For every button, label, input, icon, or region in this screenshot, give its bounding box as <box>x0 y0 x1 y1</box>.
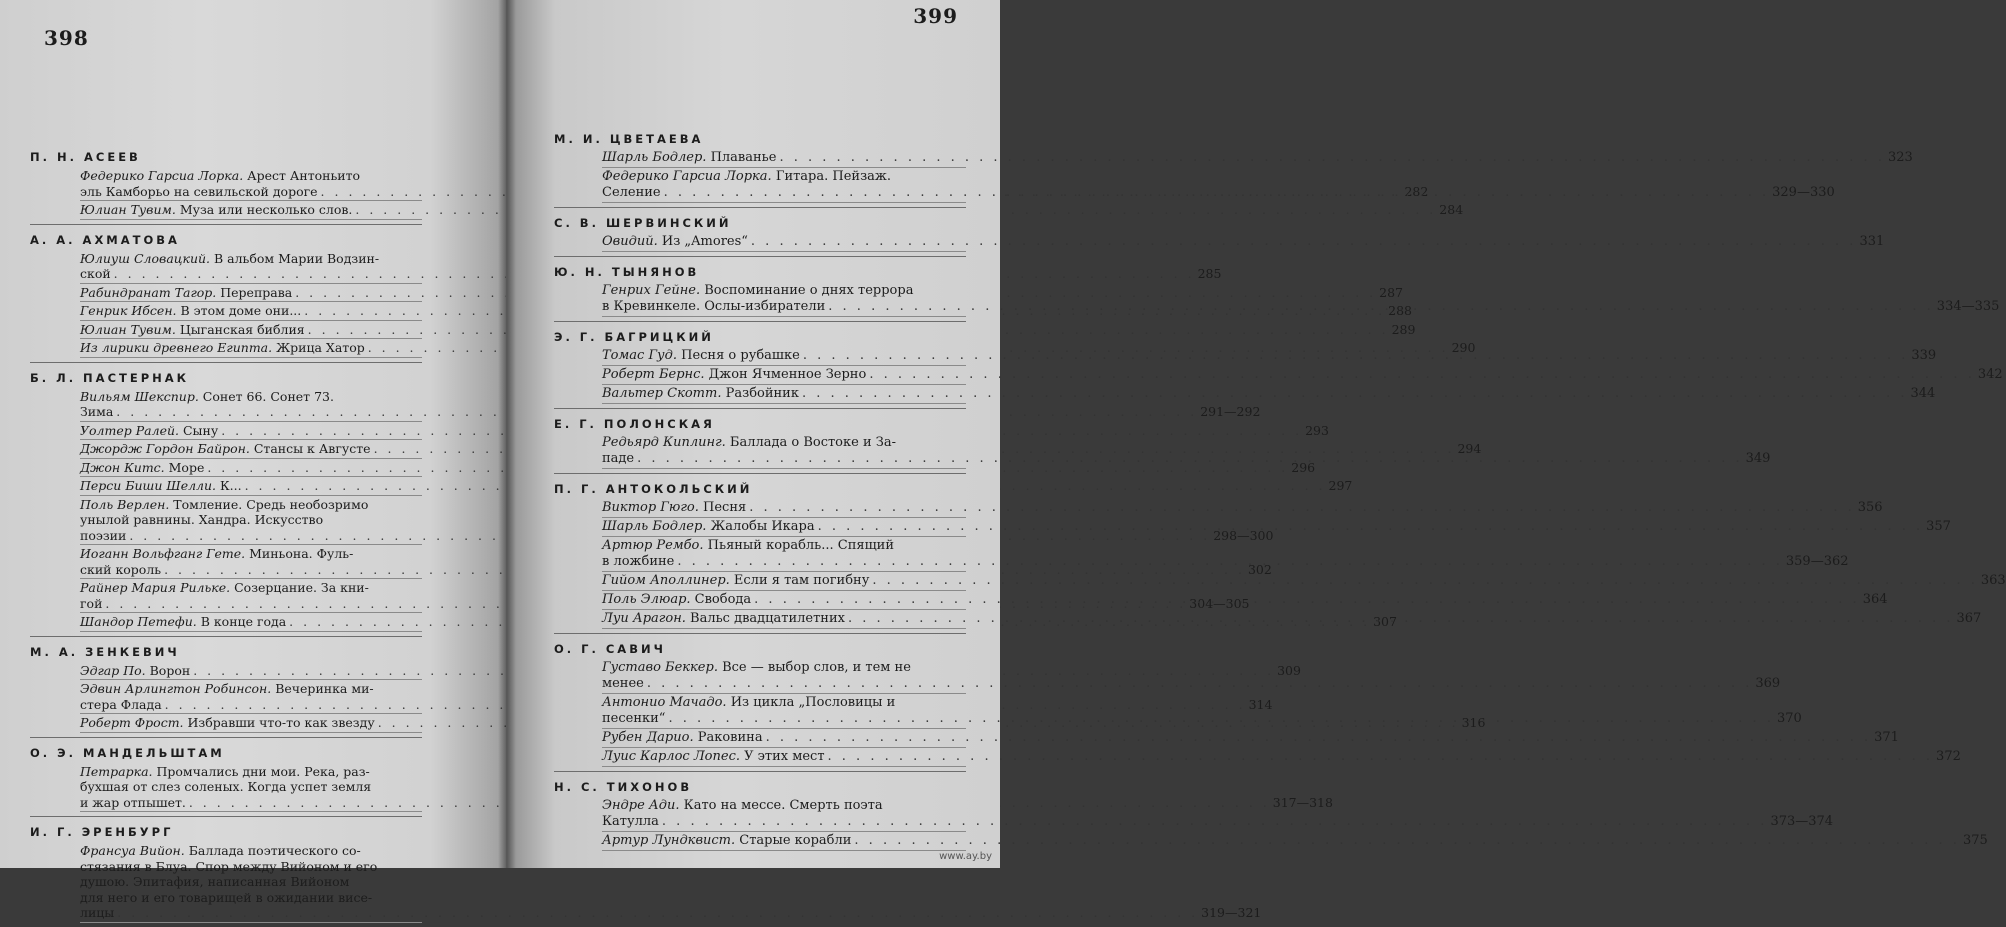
entry-text: гой <box>80 595 103 611</box>
entry-page-number: 349 <box>1745 451 1771 466</box>
entry-line <box>602 169 966 185</box>
entry-text: Антонио Мачадо. Из цикла „Пословицы и <box>602 695 896 710</box>
entry-text: Редьярд Киплинг. Баллада о Востоке и За- <box>602 435 896 450</box>
entry-text: Эдгар По. Ворон <box>80 662 191 678</box>
entry-text: Поль Элюар. Свобода <box>602 592 752 607</box>
leader-dots <box>668 711 1774 727</box>
entry-line <box>80 546 422 562</box>
section-divider <box>30 816 422 817</box>
entry-underline <box>602 468 966 469</box>
entry-page-number: 289 <box>1391 321 1416 337</box>
translator-name: Ю. Н. ТЫНЯНОВ <box>554 265 700 279</box>
contents-entry <box>554 234 1885 250</box>
entry-line <box>80 404 1261 420</box>
section-divider <box>554 207 966 208</box>
entry-underline <box>602 728 966 729</box>
entry-text: Шарль Бодлер. Жалобы Икара <box>602 519 815 534</box>
watermark: www.ay.by <box>939 851 992 862</box>
entry-page-number: 364 <box>1862 592 1888 607</box>
translator-name: Б. Л. ПАСТЕРНАК <box>30 370 190 385</box>
leader-dots <box>802 386 1908 402</box>
translator-name: О. Э. МАНДЕЛЬШТАМ <box>30 745 225 760</box>
translator-name: И. Г. ЭРЕНБУРГ <box>30 825 174 839</box>
entry-text: Петрарка. Промчались дни мои. Река, раз- <box>80 763 370 779</box>
entry-underline <box>80 578 422 579</box>
entry-page-number: 359—362 <box>1785 554 1849 569</box>
entry-underline <box>602 766 966 767</box>
entry-page-number: 316 <box>1461 715 1486 730</box>
entry-underline <box>602 693 966 694</box>
entry-text: стязания в Блуа. Спор между Вийоном и его <box>80 858 378 874</box>
entry-text: Эдвин Арлингтон Робинсон. Вечеринка ми- <box>80 681 374 696</box>
entry-page-number: 291—292 <box>1200 404 1261 419</box>
entry-line <box>80 512 422 528</box>
entry-underline <box>602 536 966 537</box>
entry-page-number: 297 <box>1328 478 1353 493</box>
entry-page-number: 339 <box>1911 348 1937 363</box>
translator-name: М. И. ЦВЕТАЕВА <box>554 132 704 146</box>
entry-underline <box>602 609 966 610</box>
entry-line <box>602 283 966 299</box>
entry-text: Перси Биши Шелли. К... <box>80 478 242 493</box>
entry-line <box>602 695 966 711</box>
entry-page-number: 357 <box>1926 519 1951 534</box>
contents-entry <box>554 386 1936 402</box>
leader-dots <box>803 348 1909 364</box>
entry-text: Роберт Фрост. Избравши что-то как звезду <box>80 715 375 730</box>
entry-underline <box>80 219 422 220</box>
leader-dots <box>828 299 1934 315</box>
entry-page-number: 329—330 <box>1772 185 1835 200</box>
entry-underline <box>602 747 966 748</box>
entry-line <box>80 681 422 697</box>
leader-dots <box>637 451 1743 467</box>
entry-text: Генрих Гейне. Воспоминание о днях террора <box>602 283 914 298</box>
entry-underline <box>80 338 422 339</box>
entry-underline <box>80 476 422 477</box>
entry-page-number: 294 <box>1457 441 1482 456</box>
page-number-right: 399 <box>913 4 958 28</box>
entry-text: Катулла <box>602 814 659 829</box>
entry-text: эль Камборьо на севильской дороге <box>80 183 318 199</box>
entry-text: унылой равнины. Хандра. Искусство <box>80 512 324 527</box>
entry-underline <box>602 365 966 366</box>
entry-text: Генрик Ибсен. В этом доме они... <box>80 303 302 318</box>
entry-line <box>80 202 1464 218</box>
entry-page-number: 334—335 <box>1936 299 2000 314</box>
entry-underline <box>80 922 422 923</box>
entry-line <box>602 749 1961 765</box>
entry-line <box>602 500 1883 516</box>
contents-entry <box>554 150 1913 166</box>
entry-underline <box>602 316 966 317</box>
entry-underline <box>80 439 422 440</box>
entry-text: Овидий. Из „Amores“ <box>602 234 748 249</box>
entry-page-number: 317—318 <box>1272 794 1333 810</box>
entry-line <box>602 367 2003 383</box>
entry-text: Гийом Аполлинер. Если я там погибну <box>602 573 870 588</box>
entry-text: Густаво Беккер. Все — выбор слов, и тем не <box>602 660 911 675</box>
entry-text: бухшая от слез соленых. Когда успет земля <box>80 779 372 794</box>
entry-line <box>80 874 422 890</box>
entry-underline <box>602 590 966 591</box>
book-gutter <box>498 0 516 868</box>
entry-text: Из лирики древнего Египта. Жрица Хатор <box>80 340 365 355</box>
entry-underline <box>602 251 966 252</box>
entry-underline <box>80 458 422 459</box>
contents-entry <box>30 459 1316 476</box>
contents-entry <box>554 573 2006 589</box>
page-number-left: 398 <box>44 26 89 50</box>
entry-line <box>602 798 966 814</box>
entry-page-number: 296 <box>1291 459 1316 475</box>
entry-text: Райнер Мария Рильке. Созерцание. За кни- <box>80 580 369 595</box>
entry-text: в ложбине <box>602 554 675 569</box>
entry-page-number: 298—300 <box>1213 527 1274 543</box>
entry-text: Федерико Гарсиа Лорка. Арест Антоньито <box>80 168 361 183</box>
entry-line <box>80 168 422 184</box>
entry-page-number: 284 <box>1439 202 1464 217</box>
section-divider <box>554 771 966 772</box>
entry-text: поэзии <box>80 527 127 543</box>
section-divider <box>30 224 422 225</box>
section-divider <box>554 256 966 257</box>
entry-text: Рабиндранат Тагор. Переправа <box>80 284 293 300</box>
entry-underline <box>602 831 966 832</box>
contents-entry <box>30 202 1464 218</box>
entry-underline <box>80 283 422 284</box>
leader-dots <box>749 500 1855 516</box>
entry-page-number: 373—374 <box>1770 814 1834 829</box>
entry-page-number: 302 <box>1247 561 1272 577</box>
translator-name: П. Н. АСЕЕВ <box>30 150 141 164</box>
entry-text: для него и его товарищей в ожидании висе- <box>80 889 373 905</box>
entry-line <box>80 890 422 906</box>
entry-page-number: 290 <box>1451 340 1476 355</box>
entry-line <box>80 764 422 780</box>
section-divider <box>554 321 966 322</box>
entry-page-number: 371 <box>1874 730 1899 745</box>
entry-page-number: 282 <box>1404 183 1429 199</box>
entry-underline <box>80 631 422 632</box>
contents-entry <box>554 730 1899 746</box>
entry-line <box>80 580 422 596</box>
entry-underline <box>602 403 966 404</box>
entry-underline <box>80 544 422 545</box>
entry-line <box>602 386 1936 402</box>
entry-line <box>80 389 422 405</box>
entry-text: Шарль Бодлер. Плаванье <box>602 150 777 165</box>
leader-dots <box>872 573 1978 589</box>
entry-text: Федерико Гарсиа Лорка. Гитара. Пейзаж. <box>602 169 892 184</box>
leader-dots <box>677 554 1783 570</box>
entry-page-number: 369 <box>1755 676 1781 691</box>
entry-text: Юлиан Тувим. Цыганская библия <box>80 321 305 337</box>
entry-page-number: 288 <box>1388 303 1412 318</box>
entry-page-number: 363 <box>1980 573 2006 588</box>
contents-entry <box>554 500 1883 516</box>
entry-underline <box>602 571 966 572</box>
entry-text: стера Флада <box>80 696 162 712</box>
entry-underline <box>602 850 966 851</box>
leader-dots <box>828 749 1934 765</box>
entry-text: Томас Гуд. Песня о рубашке <box>602 348 800 363</box>
entry-line <box>602 234 1885 250</box>
entry-underline <box>602 202 966 203</box>
section-divider <box>30 636 422 637</box>
entry-text: ский король <box>80 561 162 577</box>
entry-page-number: 293 <box>1305 422 1329 438</box>
entry-underline <box>80 732 422 733</box>
translator-name: Е. Г. ПОЛОНСКАЯ <box>554 417 715 431</box>
entry-line <box>80 497 422 513</box>
entry-text: менее <box>602 676 644 691</box>
section-divider <box>554 633 966 634</box>
entry-line <box>80 843 422 859</box>
entry-page-number: 319—321 <box>1201 905 1262 920</box>
entry-page-number: 331 <box>1859 234 1885 249</box>
entry-page-number: 323 <box>1887 150 1913 165</box>
entry-line <box>80 859 422 875</box>
entry-line <box>602 150 1913 166</box>
entry-text: Поль Верлен. Томление. Средь необозримо <box>80 496 369 512</box>
entry-page-number: 344 <box>1910 386 1936 401</box>
leader-dots <box>779 150 1885 166</box>
entry-text: Виктор Гюго. Песня <box>602 500 747 515</box>
entry-page-number: 309 <box>1277 662 1301 678</box>
leader-dots <box>848 611 1954 627</box>
entry-text: Юлиуш Словацкий. В альбом Марии Водзин- <box>80 250 380 266</box>
entry-text: Вильям Шекспир. Сонет 66. Сонет 73. <box>80 388 334 404</box>
translator-name: М. А. ЗЕНКЕВИЧ <box>30 644 180 659</box>
entry-underline <box>80 679 422 680</box>
entry-text: Вальтер Скотт. Разбойник <box>602 386 799 401</box>
entry-page-number: 314 <box>1248 696 1273 712</box>
entry-underline <box>80 200 422 201</box>
leader-dots <box>754 592 1860 608</box>
entry-text: Шандор Петефи. В конце года <box>80 614 287 629</box>
translator-name: Э. Г. БАГРИЦКИЙ <box>554 330 714 344</box>
entry-text: Зима <box>80 404 114 419</box>
section-divider <box>30 362 422 363</box>
entry-line <box>602 435 966 451</box>
entry-page-number: 375 <box>1962 833 1988 848</box>
entry-line <box>602 833 1988 849</box>
entry-underline <box>80 421 422 422</box>
translator-name: Н. С. ТИХОНОВ <box>554 780 693 794</box>
entry-text: Луис Карлос Лопес. У этих мест <box>602 749 825 764</box>
leader-dots <box>751 234 1857 250</box>
section-divider <box>554 408 966 409</box>
entry-text: и жар отпышет. <box>80 794 186 810</box>
entry-line <box>80 527 1274 544</box>
entry-page-number: 367 <box>1956 611 1982 626</box>
entry-underline <box>80 612 422 613</box>
section-divider <box>554 473 966 474</box>
entry-underline <box>80 301 422 302</box>
entry-text: Роберт Бернс. Джон Ячменное Зерно <box>602 367 867 382</box>
entry-underline <box>80 357 422 358</box>
leader-dots <box>117 905 1198 921</box>
leader-dots <box>662 814 1768 830</box>
contents-entry <box>554 367 2003 383</box>
entry-line <box>80 251 422 267</box>
entry-underline <box>602 628 966 629</box>
entry-text: Франсуа Вийон. Баллада поэтического со- <box>80 843 361 858</box>
entry-text: Иоганн Вольфганг Гете. Миньона. Фуль- <box>80 546 354 561</box>
translator-name: С. В. ШЕРВИНСКИЙ <box>554 216 732 230</box>
entry-underline <box>80 811 422 812</box>
contents-entry <box>554 833 1988 849</box>
entry-line <box>602 676 1781 692</box>
leader-dots <box>664 185 1770 201</box>
translator-name: А. А. АХМАТОВА <box>30 232 180 247</box>
entry-text: лицы <box>80 905 115 920</box>
entry-page-number: 285 <box>1197 266 1222 281</box>
entry-underline <box>602 517 966 518</box>
entry-line <box>80 905 1262 921</box>
entry-page-number: 304—305 <box>1189 595 1250 611</box>
section-divider <box>30 737 422 738</box>
entry-page-number: 370 <box>1776 711 1802 726</box>
entry-line <box>602 348 1937 364</box>
translator-name: П. Г. АНТОКОЛЬСКИЙ <box>554 482 753 496</box>
entry-page-number: 356 <box>1857 500 1883 515</box>
entry-line <box>602 573 2006 589</box>
leader-dots <box>818 519 1924 535</box>
entry-text: в Кревинкеле. Ослы-избиратели <box>602 299 826 314</box>
entry-text: Луи Арагон. Вальс двадцатилетних <box>602 611 845 626</box>
entry-text: Джон Китс. Море <box>80 459 205 475</box>
entry-text: песенки“ <box>602 711 666 726</box>
entry-text: Артур Лундквист. Старые корабли <box>602 833 852 848</box>
entry-text: Артюр Рембо. Пьяный корабль... Спящий <box>602 538 895 553</box>
entry-underline <box>80 713 422 714</box>
entry-page-number: 307 <box>1373 614 1397 629</box>
entry-underline <box>602 167 966 168</box>
entry-text: душою. Эпитафия, написанная Вийоном <box>80 874 350 889</box>
entry-line <box>602 814 1834 830</box>
leader-dots <box>854 833 1960 849</box>
entry-text: Джордж Гордон Байрон. Стансы к Августе <box>80 441 371 456</box>
entry-line <box>80 779 422 795</box>
entry-line <box>80 459 1316 476</box>
entry-text: Юлиан Тувим. Муза или несколько слов. <box>80 202 353 217</box>
entry-text: Рубен Дарио. Раковина <box>602 730 763 745</box>
entry-page-number: 287 <box>1379 284 1403 300</box>
leader-dots <box>647 676 1753 692</box>
entry-line <box>602 538 966 554</box>
entry-line <box>602 660 966 676</box>
entry-underline <box>602 384 966 385</box>
contents-entry <box>554 749 1961 765</box>
entry-underline <box>80 495 422 496</box>
entry-line <box>602 730 1899 746</box>
contents-entry <box>554 348 1937 364</box>
leader-dots <box>869 367 1975 383</box>
entry-underline <box>80 320 422 321</box>
entry-text: Селение <box>602 185 661 200</box>
entry-page-number: 342 <box>1977 367 2003 382</box>
translator-section <box>554 216 1885 250</box>
entry-page-number: 372 <box>1936 749 1961 764</box>
entry-text: паде <box>602 451 635 466</box>
leader-dots <box>766 730 1872 746</box>
entry-text: Эндре Ади. Като на мессе. Смерть поэта <box>602 798 883 813</box>
entry-text: Уолтер Ралей. Сыну <box>80 422 219 438</box>
translator-name: О. Г. САВИЧ <box>554 642 666 656</box>
entry-text: ской <box>80 266 111 281</box>
